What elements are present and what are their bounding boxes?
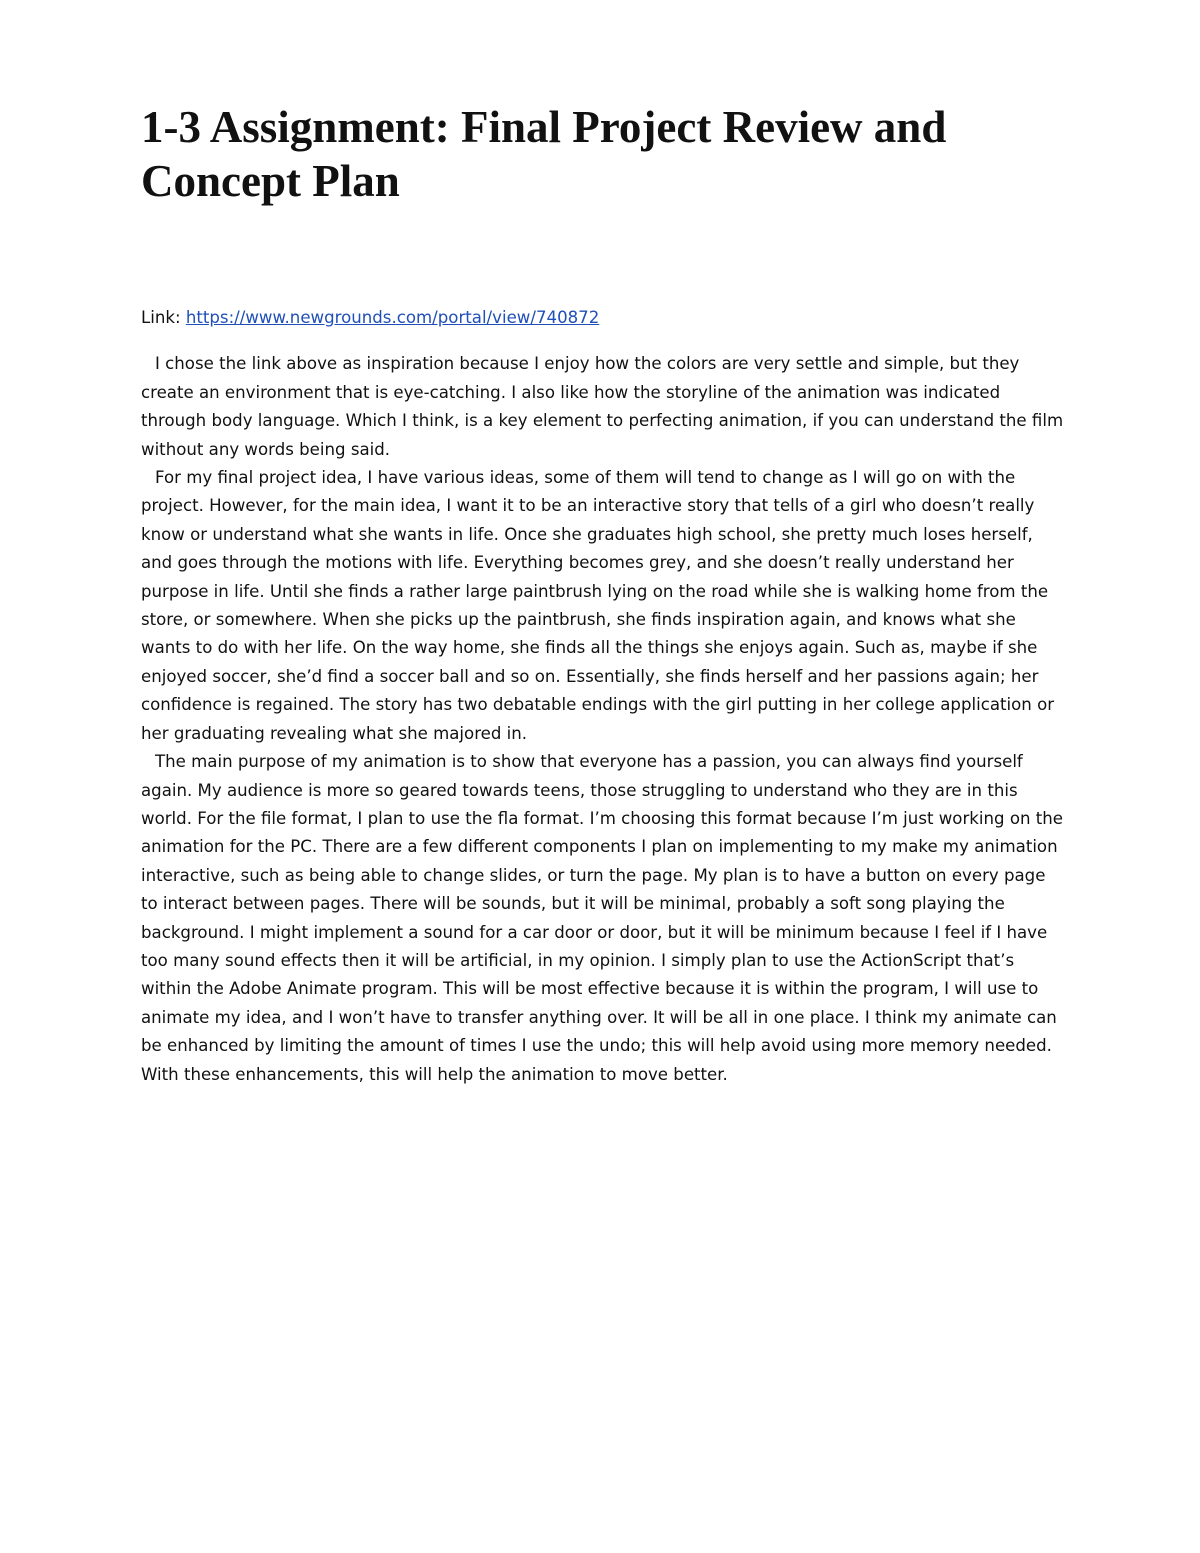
paragraph-inspiration: I chose the link above as inspiration because I enjoy how the colors are very settle and simple, but they create an environment that is eye-catching. I also like how the storyline of the animation was indicated through body language. Which I think, is a key element to perfecting animation, if you can understand the film without any words being said. xyxy=(141,354,1064,459)
paragraph-project-idea: For my final project idea, I have various ideas, some of them will tend to change as I will go on with the project. However, for the main idea, I want it to be an interactive story that tells of a girl who doesn’t really know or understand what she wants in life. Once she graduates high school, she pretty much loses herself, and goes through the motions with life. Everything becomes grey, and she doesn’t really understand her purpose in life. Until she finds a rather large paintbrush lying on the road while she is walking home from the store, or somewhere. When she picks up the paintbrush, she finds inspiration again, and knows what she wants to do with her life. On the way home, she finds all the things she enjoys again. Such as, maybe if she enjoyed soccer, she’d find a soccer ball and so on. Essentially, she finds herself and her passions again; her confidence is regained. The story has two debatable endings with the girl putting in her college application or her graduating revealing what she majored in. xyxy=(141,468,1055,743)
paragraph-purpose: The main purpose of my animation is to show that everyone has a passion, you can always find yourself again. My audience is more so geared towards teens, those struggling to understand who they are in this world. For the file format, I plan to use the fla format. I’m choosing this format because I’m just working on the animation for the PC. There are a few different components I plan on implementing to my make my animation interactive, such as being able to change slides, or turn the page. My plan is to have a button on every page to interact between pages. There will be sounds, but it will be minimal, probably a soft song playing the background. I might implement a sound for a car door or door, but it will be minimum because I feel if I have too many sound effects then it will be artificial, in my opinion. I simply plan to use the ActionScript that’s within the Adobe Animate program. This will be most effective because it is within the program, I will use to animate my idea, and I won’t have to transfer anything over. It will be all in one place. I think my animate can be enhanced by limiting the amount of times I use the undo; this will help avoid using more memory needed. With these enhancements, this will help the animation to move better. xyxy=(141,752,1064,1084)
link-label: Link: xyxy=(141,308,181,327)
document-body xyxy=(141,304,1066,1089)
link-line xyxy=(141,304,1066,332)
inspiration-link[interactable]: https://www.newgrounds.com/portal/view/740872 xyxy=(185,308,600,327)
page-title: 1-3 Assignment: Final Project Review and Concept Plan xyxy=(141,102,947,206)
